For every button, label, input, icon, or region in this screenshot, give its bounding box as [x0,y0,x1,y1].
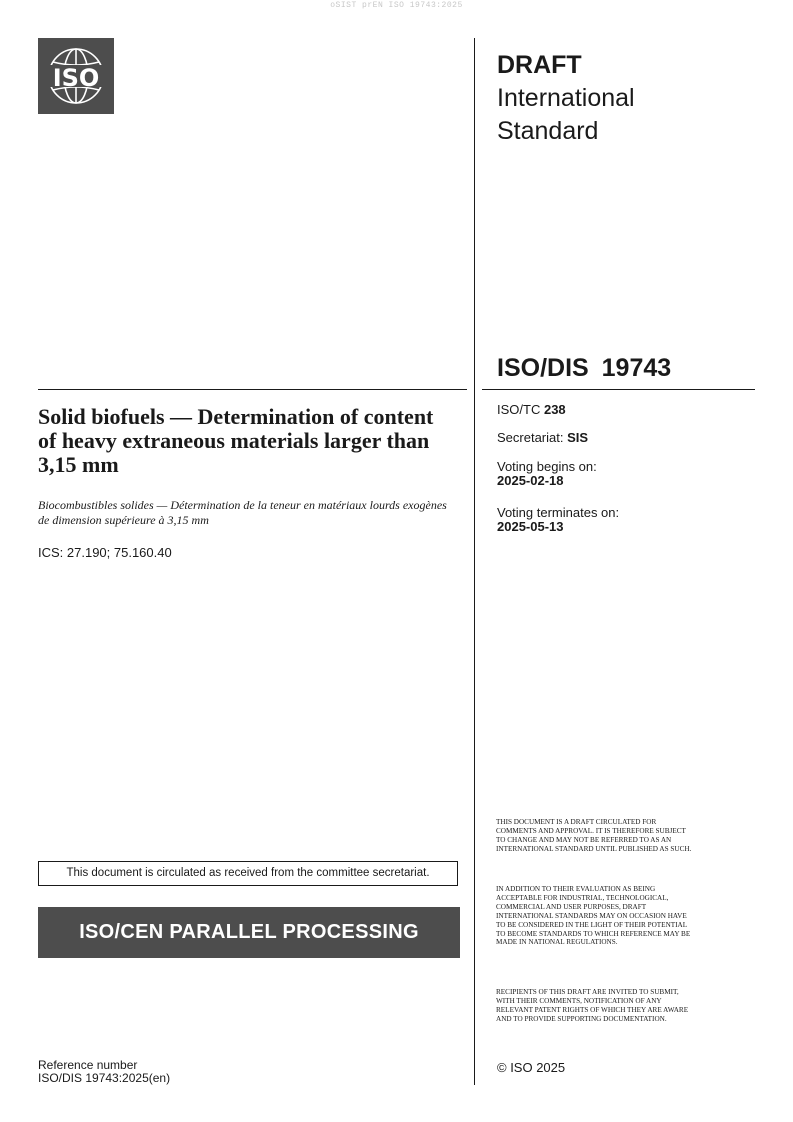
voting-begins [497,460,597,488]
vertical-divider [474,38,475,1085]
standard-number: ISO/DIS 19743 [497,354,672,382]
title-french: Biocombustibles solides — Détermination de la teneur en matériaux lourds exogènes de dimension supérieure à 3,15 mm [38,498,447,527]
circulation-note: This document is circulated as received from the committee secretariat. [38,861,458,886]
disclaimer-paragraph: IN ADDITION TO THEIR EVALUATION AS BEING ACCEPTABLE FOR INDUSTRIAL, TECHNOLOGICAL, COMMERCIAL AND USER PURPOSES, DRAFT INTERNATIONAL STANDARDS MAY ON OCCASION HAVE TO BE CONSIDERED IN THE LIGHT OF THEIR POTENTIAL TO BECOME STANDARDS TO WHICH REFERENCE MAY BE MADE IN NATIONAL REGULATIONS. [496,885,691,947]
document-type-heading [497,49,635,148]
voting-begins-date: 2025-02-18 [497,473,564,488]
reference-number [38,1059,170,1085]
secretariat-value: SIS [567,430,589,445]
secretariat [497,431,588,445]
reference-label: Reference number [38,1058,138,1072]
iso-logo [38,38,114,114]
watermark: oSIST prEN ISO 19743:2025 [330,1,463,10]
disclaimer-paragraph: RECIPIENTS OF THIS DRAFT ARE INVITED TO SUBMIT, WITH THEIR COMMENTS, NOTIFICATION OF ANY RELEVANT PATENT RIGHTS OF WHICH THEY ARE AWARE AND TO PROVIDE SUPPORTING DOCUMENTATION. [496,988,689,1023]
secretariat-label: Secretariat: [497,430,564,445]
voting-terminates [497,506,619,534]
ics-codes: ICS: 27.190; 75.160.40 [38,545,172,560]
title-english: Solid biofuels — Determination of content of heavy extraneous materials larger than 3,15 mm [38,404,434,477]
heading-international: International [497,84,635,112]
voting-terminates-date: 2025-05-13 [497,519,564,534]
logo-text: ISO [52,64,100,92]
heading-standard: Standard [497,117,599,145]
horizontal-rule-left [38,389,467,390]
voting-begins-label: Voting begins on: [497,459,597,474]
reference-value: ISO/DIS 19743:2025(en) [38,1071,171,1085]
voting-terminates-label: Voting terminates on: [497,505,620,520]
iso-globe-icon [38,38,114,114]
horizontal-rule-right [482,389,755,390]
heading-draft: DRAFT [497,51,582,79]
tc-label: ISO/TC [497,402,541,417]
copyright: © ISO 2025 [497,1060,566,1075]
parallel-processing-banner: ISO/CEN PARALLEL PROCESSING [38,907,460,958]
disclaimer-paragraph: THIS DOCUMENT IS A DRAFT CIRCULATED FOR COMMENTS AND APPROVAL. IT IS THEREFORE SUBJECT TO CHANGE AND MAY NOT BE REFERRED TO AS AN INTERNATIONAL STANDARD UNTIL PUBLISHED AS SUCH. [496,818,692,853]
tc-value: 238 [543,402,566,417]
technical-committee [497,403,566,417]
